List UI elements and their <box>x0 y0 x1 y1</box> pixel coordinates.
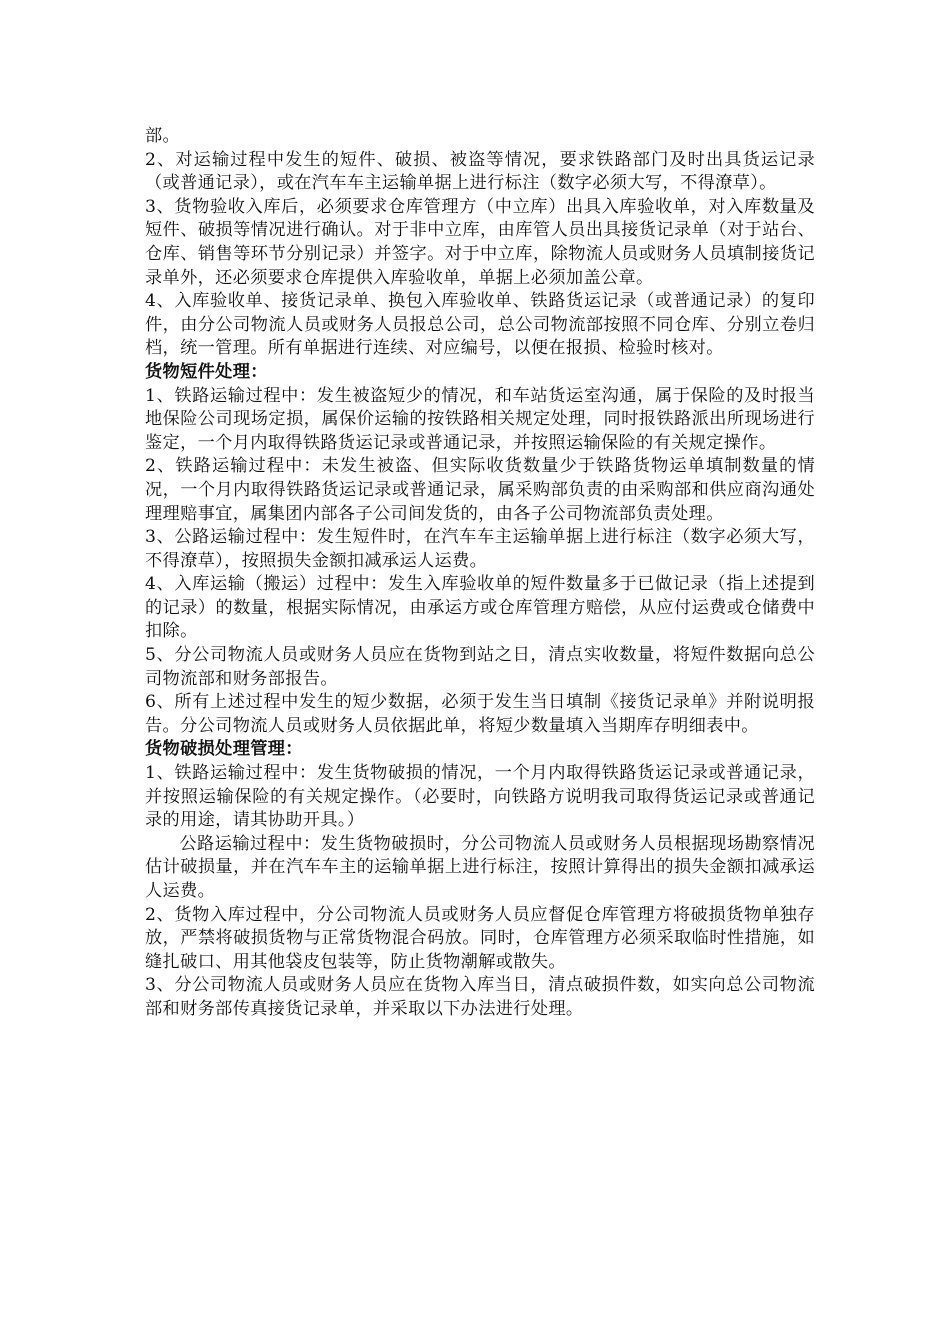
shortage-item-2: 2、铁路运输过程中：未发生被盗、但实际收货数量少于铁路货物运单填制数量的情况，一个月内取得铁路货运记录或普通记录，属采购部负责的由采购部和供应商沟通处理理赔事宜，属集团内部各子公司间发货的，由各子公司物流部负责处理。 <box>145 456 815 524</box>
damage-item-1: 1、铁路运输过程中：发生货物破损的情况，一个月内取得铁路货运记录或普通记录，并按照运输保险的有关规定操作。（必要时，向铁路方说明我司取得货运记录或普通记录的用途，请其协助开具。） <box>145 763 815 831</box>
shortage-item-1: 1、铁路运输过程中：发生被盗短少的情况，和车站货运室沟通，属于保险的及时报当地保险公司现场定损，属保价运输的按铁路相关规定处理，同时报铁路派出所现场进行鉴定，一个月内取得铁路货运记录或普通记录，并按照运输保险的有关规定操作。 <box>145 385 815 453</box>
paragraph-item-2: 2、对运输过程中发生的短件、破损、被盗等情况，要求铁路部门及时出具货运记录（或普通记录），或在汽车车主运输单据上进行标注（数字必须大写，不得潦草）。 <box>145 149 815 194</box>
paragraph-item-4: 4、入库验收单、接货记录单、换包入库验收单、铁路货运记录（或普通记录）的复印件，由分公司物流人员或财务人员报总公司，总公司物流部按照不同仓库、分别立卷归档，统一管理。所有单据进行连续、对应编号，以便在报损、检验时核对。 <box>145 291 815 359</box>
damage-item-3: 3、分公司物流人员或财务人员应在货物入库当日，清点破损件数，如实向总公司物流部和财务部传真接货记录单，并采取以下办法进行处理。 <box>145 975 815 1019</box>
section-heading-damage: 货物破损处理管理： <box>145 739 303 760</box>
section-heading-shortage: 货物短件处理： <box>145 361 268 382</box>
shortage-item-5: 5、分公司物流人员或财务人员应在货物到站之日，清点实收数量，将短件数据向总公司物流部和财务部报告。 <box>145 645 815 689</box>
paragraph-continuation: 部。 <box>145 126 181 146</box>
damage-item-2: 2、货物入库过程中，分公司物流人员或财务人员应督促仓库管理方将破损货物单独存放，严禁将破损货物与正常货物混合码放。同时，仓库管理方必须采取临时性措施，如缝扎破口、用其他袋皮包装等，防止货物潮解或散失。 <box>145 904 815 972</box>
damage-item-1-road: 公路运输过程中：发生货物破损时，分公司物流人员或财务人员根据现场勘察情况估计破损量，并在汽车车主的运输单据上进行标注，按照计算得出的损失金额扣减承运人运费。 <box>145 833 815 901</box>
shortage-item-6: 6、所有上述过程中发生的短少数据，必须于发生当日填制《接货记录单》并附说明报告。分公司物流人员或财务人员依据此单，将短少数量填入当期库存明细表中。 <box>145 692 815 736</box>
paragraph-item-3: 3、货物验收入库后，必须要求仓库管理方（中立库）出具入库验收单，对入库数量及短件、破损等情况进行确认。对于非中立库，由库管人员出具接货记录单（对于站台、仓库、销售等环节分别记录）并签字。对于中立库，除物流人员或财务人员填制接货记录单外，还必须要求仓库提供入库验收单，单据上必须加盖公章。 <box>145 196 815 288</box>
document-body <box>145 125 815 1022</box>
shortage-item-3: 3、公路运输过程中：发生短件时，在汽车车主运输单据上进行标注（数字必须大写，不得潦草），按照损失金额扣减承运人运费。 <box>145 527 815 571</box>
shortage-item-4: 4、入库运输（搬运）过程中：发生入库验收单的短件数量多于已做记录（指上述提到的记录）的数量，根据实际情况，由承运方或仓库管理方赔偿，从应付运费或仓储费中扣除。 <box>145 574 815 642</box>
